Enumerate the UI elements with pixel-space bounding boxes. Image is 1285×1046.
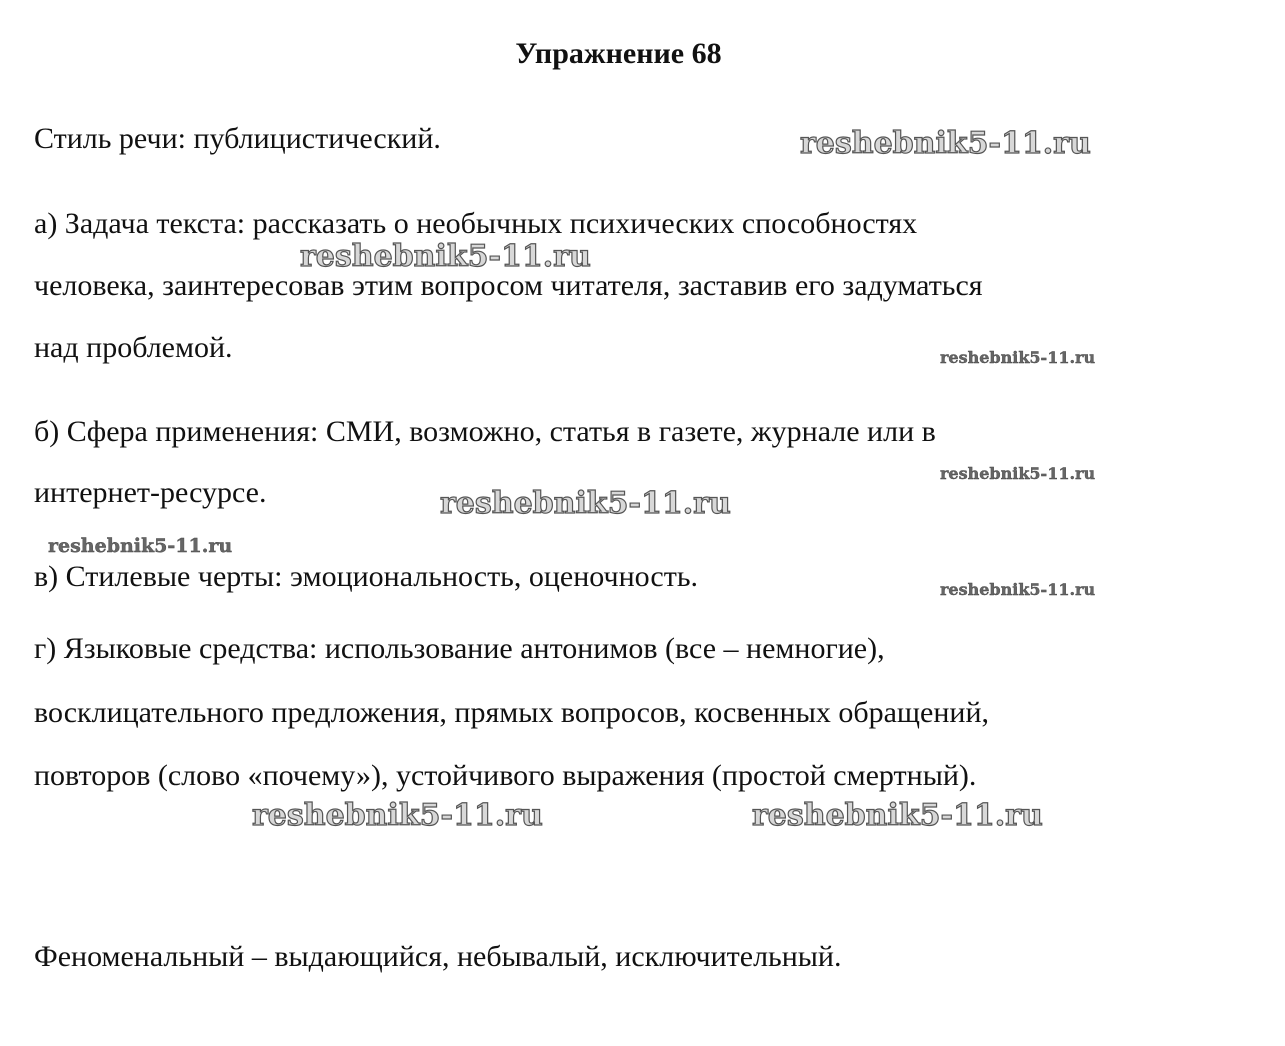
page-title: Упражнение 68 [515,37,722,70]
watermark: reshebnik5-11.ru [940,348,1096,367]
means-line-1: г) Языковые средства: использование антонимов (все – немногие), [34,632,885,665]
watermark: reshebnik5-11.ru [800,126,1091,161]
watermark: reshebnik5-11.ru [440,486,731,521]
watermark: reshebnik5-11.ru [252,798,543,833]
style-features: в) Стилевые черты: эмоциональность, оценочность. [34,560,699,593]
means-line-2: восклицательного предложения, прямых вопросов, косвенных обращений, [34,696,990,729]
watermark: reshebnik5-11.ru [940,464,1096,483]
speech-style: Стиль речи: публицистический. [34,122,441,155]
watermark: reshebnik5-11.ru [752,798,1043,833]
watermark: reshebnik5-11.ru [300,239,591,274]
watermark: reshebnik5-11.ru [48,535,233,557]
task-line-3: над проблемой. [34,331,233,364]
means-line-3: повторов (слово «почему»), устойчивого выражения (простой смертный). [34,759,977,792]
task-line-1: а) Задача текста: рассказать о необычных психических способностях [34,207,918,240]
sphere-line-1: б) Сфера применения: СМИ, возможно, статья в газете, журнале или в [34,415,936,448]
task-line-2: человека, заинтересовав этим вопросом читателя, заставив его задуматься [34,269,983,302]
sphere-line-2: интернет-ресурсе. [34,476,267,509]
watermark: reshebnik5-11.ru [940,580,1096,599]
definition: Феноменальный – выдающийся, небывалый, исключительный. [34,940,842,973]
